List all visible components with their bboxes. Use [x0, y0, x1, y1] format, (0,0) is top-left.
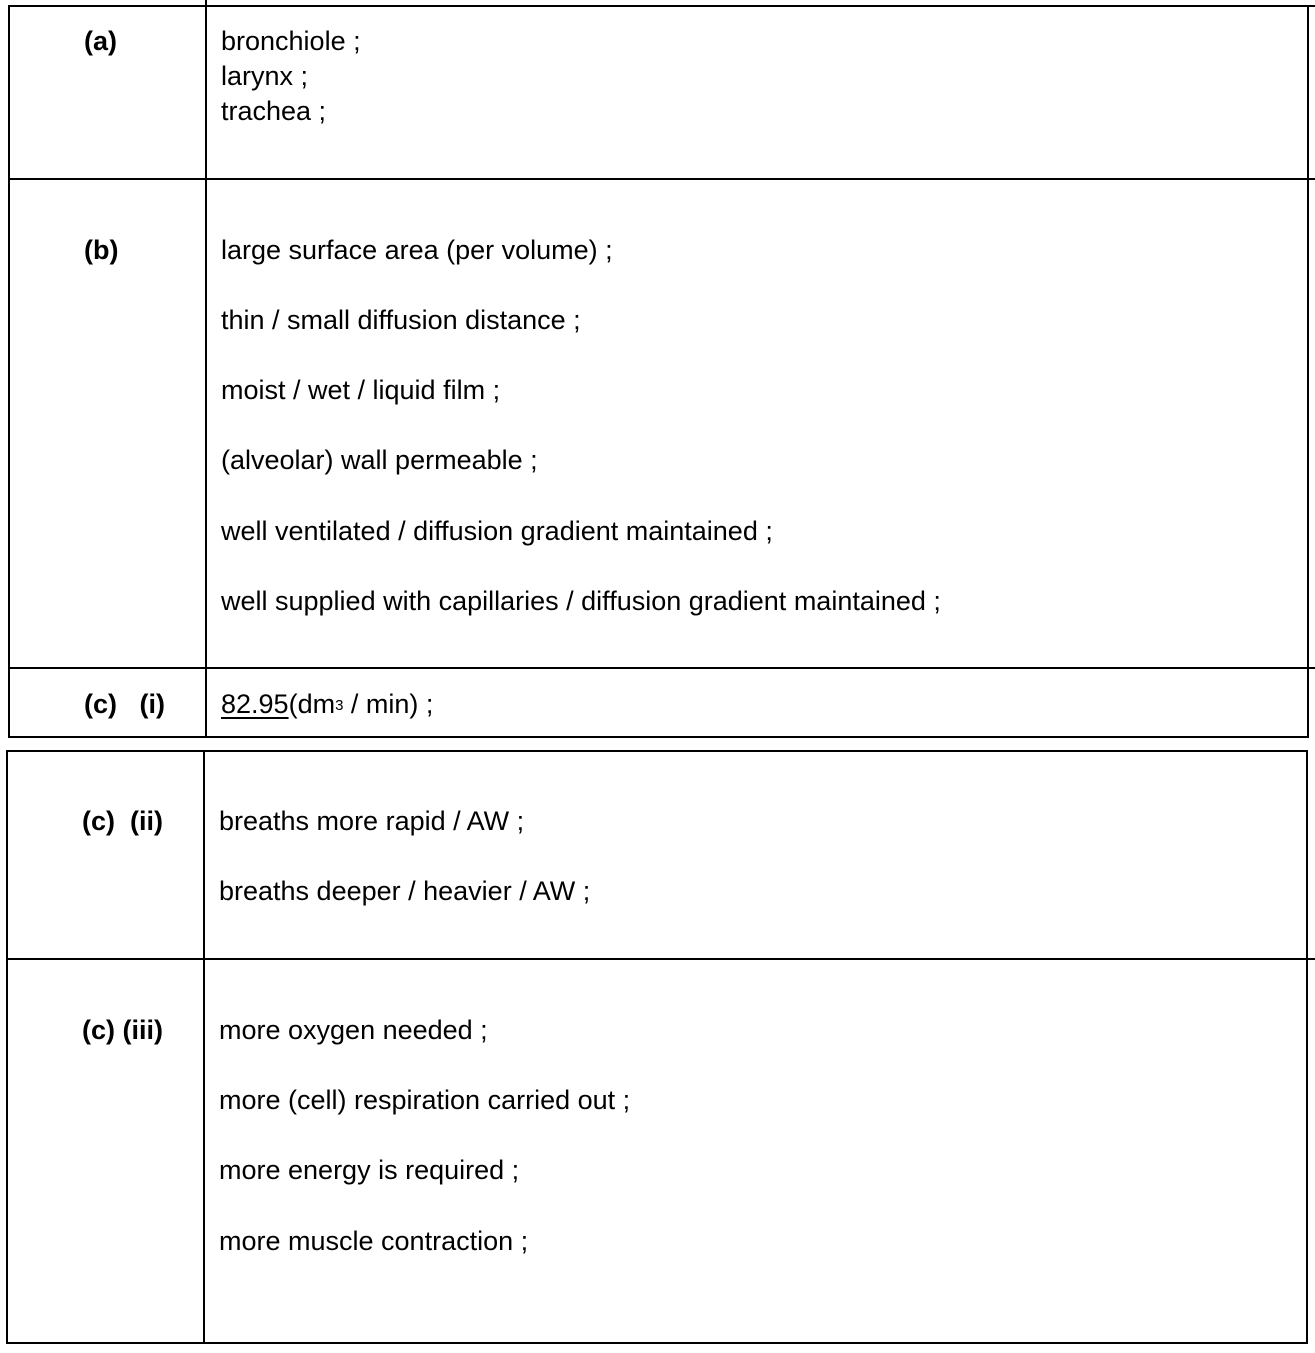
question-label-c-i: (c) (i): [84, 689, 165, 719]
table-1-border-right: [1307, 5, 1309, 738]
table-1-border-bottom: [8, 736, 1309, 738]
answer-item: trachea ;: [221, 96, 327, 126]
answer-value-line: [221, 687, 433, 722]
unit-suffix: / min) ;: [343, 689, 434, 719]
table-2-column-divider: [203, 750, 205, 1344]
answer-item: more muscle contraction ;: [219, 1226, 529, 1256]
question-label-c-ii: (c) (ii): [82, 806, 163, 836]
question-label-c-iii: (c) (iii): [82, 1015, 163, 1045]
question-label-a: (a): [84, 26, 117, 56]
answer-item: well ventilated / diffusion gradient maintained ;: [221, 516, 773, 546]
answer-item: bronchiole ;: [221, 26, 361, 56]
answer-item: breaths deeper / heavier / AW ;: [219, 876, 591, 906]
answer-item: more (cell) respiration carried out ;: [219, 1085, 631, 1115]
table-2-border-bottom: [6, 1342, 1308, 1344]
table-2-border-left: [6, 750, 8, 1344]
question-label-b: (b): [84, 235, 119, 265]
answer-item: breaths more rapid / AW ;: [219, 806, 525, 836]
answer-item: (alveolar) wall permeable ;: [221, 445, 538, 475]
answer-item: thin / small diffusion distance ;: [221, 305, 581, 335]
answer-value: 82.95: [221, 689, 289, 719]
table-2-border-right: [1306, 750, 1308, 1344]
answer-item: larynx ;: [221, 61, 309, 91]
table-1-column-divider: [205, 0, 207, 738]
unit-prefix: (dm: [288, 689, 336, 719]
unit-exponent: 3: [335, 697, 344, 714]
table-2-border-top: [6, 750, 1308, 752]
answer-item: more energy is required ;: [219, 1155, 520, 1185]
answer-item: more oxygen needed ;: [219, 1015, 488, 1045]
answer-item: well supplied with capillaries / diffusion gradient maintained ;: [221, 586, 941, 616]
answer-item: moist / wet / liquid film ;: [221, 375, 501, 405]
answer-item: large surface area (per volume) ;: [221, 235, 613, 265]
table-1-border-left: [8, 5, 10, 738]
